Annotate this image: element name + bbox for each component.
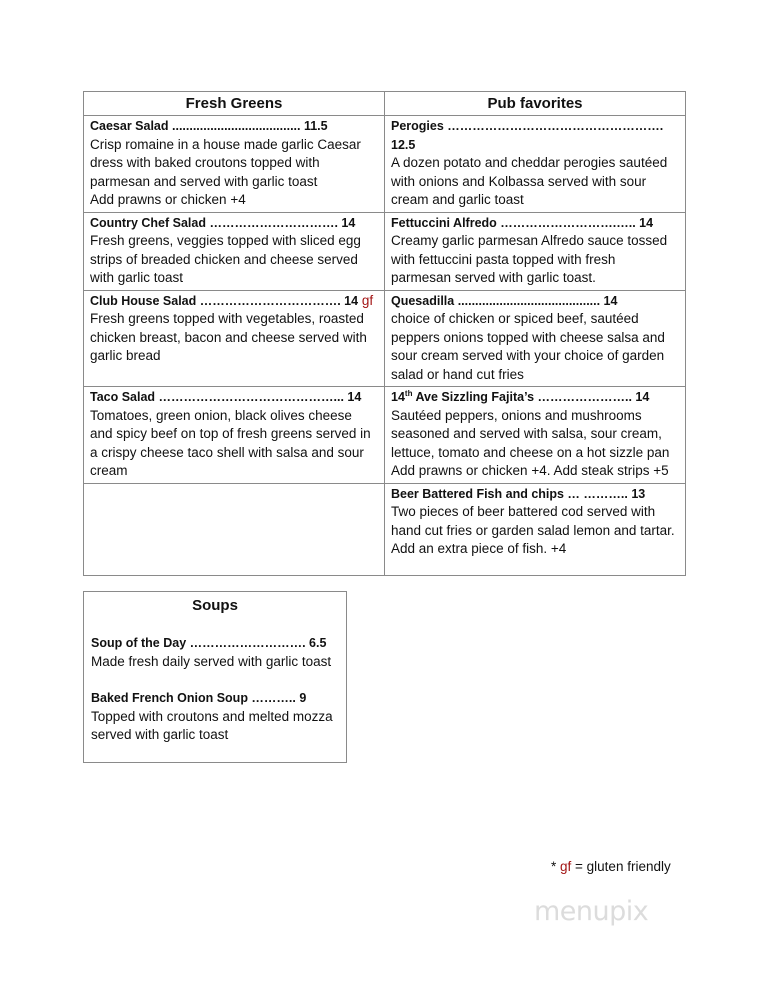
soup-item-french-onion bbox=[91, 689, 339, 745]
watermark-logo: menupix bbox=[534, 896, 649, 927]
item-description: choice of chicken or spiced beef, sautéed peppers onions topped with cheese salsa and sour cream served with your choice of garden salad or hand cut fries bbox=[391, 311, 665, 382]
item-description: Sautéed peppers, onions and mushrooms seasoned and served with salsa, sour cream, lettuce, tomato and cheese on a hot sizzle pan bbox=[391, 407, 670, 460]
item-title: Club House Salad ……………………………. 14 bbox=[90, 293, 359, 308]
footnote-gf: gf bbox=[560, 859, 572, 874]
menu-item-perogies bbox=[385, 116, 686, 213]
soups-section bbox=[83, 591, 347, 763]
soups-title: Soups bbox=[192, 597, 238, 614]
table-header-row bbox=[84, 92, 686, 116]
footnote-star: * bbox=[551, 859, 561, 874]
table-row bbox=[84, 212, 686, 290]
item-description: Creamy garlic parmesan Alfredo sauce tossed with fettuccini pasta topped with fresh parmesan served with garlic toast. bbox=[391, 233, 668, 285]
soup-item-soup-of-the-day bbox=[91, 634, 339, 671]
menu-item-fettuccini-alfredo bbox=[385, 212, 686, 290]
footnote-text: = gluten friendly bbox=[571, 859, 671, 874]
menu-item-quesadilla bbox=[385, 290, 686, 387]
item-title: Soup of the Day ………………………. 6.5 bbox=[91, 636, 327, 650]
table-row bbox=[84, 290, 686, 387]
menu-item-fish-and-chips bbox=[385, 483, 686, 575]
item-description: Topped with croutons and melted mozza served with garlic toast bbox=[91, 708, 333, 742]
item-addon: Add prawns or chicken +4. Add steak strips +5 bbox=[391, 463, 669, 478]
column-header-pub-favorites: Pub favorites bbox=[385, 92, 686, 116]
menu-item-caesar-salad bbox=[84, 116, 385, 213]
item-description: Two pieces of beer battered cod served with hand cut fries or garden salad lemon and tartar. bbox=[391, 504, 675, 538]
item-description: A dozen potato and cheddar perogies sautéed with onions and Kolbassa served with sour cream and garlic toast bbox=[391, 155, 668, 207]
empty-cell bbox=[84, 483, 385, 575]
item-description: Crisp romaine in a house made garlic Caesar dress with baked croutons topped with parmesan and served with garlic toast bbox=[90, 136, 361, 189]
gluten-friendly-badge: gf bbox=[361, 292, 374, 308]
item-title: Fettuccini Alfredo ……………………….….. 14 bbox=[391, 215, 654, 230]
item-title: 14th Ave Sizzling Fajita’s ………………….. 14 bbox=[391, 388, 650, 404]
gluten-friendly-footnote bbox=[551, 858, 671, 876]
item-title: Caesar Salad ..................................... 11.5 bbox=[90, 119, 328, 133]
item-title: Beer Battered Fish and chips … ……….. 13 bbox=[391, 486, 646, 501]
menu-table bbox=[83, 91, 686, 576]
item-addon: Add prawns or chicken +4 bbox=[90, 192, 246, 207]
item-title: Country Chef Salad …………………………. 14 bbox=[90, 215, 356, 230]
item-description: Made fresh daily served with garlic toast bbox=[91, 653, 332, 669]
table-row bbox=[84, 387, 686, 484]
item-title: Perogies ……………………………………………. 12.5 bbox=[391, 119, 664, 152]
item-addon: Add an extra piece of fish. +4 bbox=[391, 541, 567, 556]
menu-item-country-chef-salad bbox=[84, 212, 385, 290]
column-header-fresh-greens: Fresh Greens bbox=[84, 92, 385, 116]
item-description: Tomatoes, green onion, black olives cheese and spicy beef on top of fresh greens served in a crispy cheese taco shell with salsa and sour cream bbox=[90, 407, 371, 478]
item-title: Taco Salad ……………………………………... 14 bbox=[90, 390, 362, 404]
menu-item-club-house-salad bbox=[84, 290, 385, 387]
item-title: Baked French Onion Soup ……….. 9 bbox=[91, 691, 307, 705]
item-description: Fresh greens, veggies topped with sliced egg strips of breaded chicken and cheese served with garlic toast bbox=[90, 233, 361, 285]
table-row bbox=[84, 116, 686, 213]
menu-item-sizzling-fajitas bbox=[385, 387, 686, 484]
table-row bbox=[84, 483, 686, 575]
item-description: Fresh greens topped with vegetables, roasted chicken breast, bacon and cheese served with garlic bread bbox=[90, 311, 367, 363]
item-title: Quesadilla ......................................... 14 bbox=[391, 293, 618, 308]
menu-item-taco-salad bbox=[84, 387, 385, 484]
